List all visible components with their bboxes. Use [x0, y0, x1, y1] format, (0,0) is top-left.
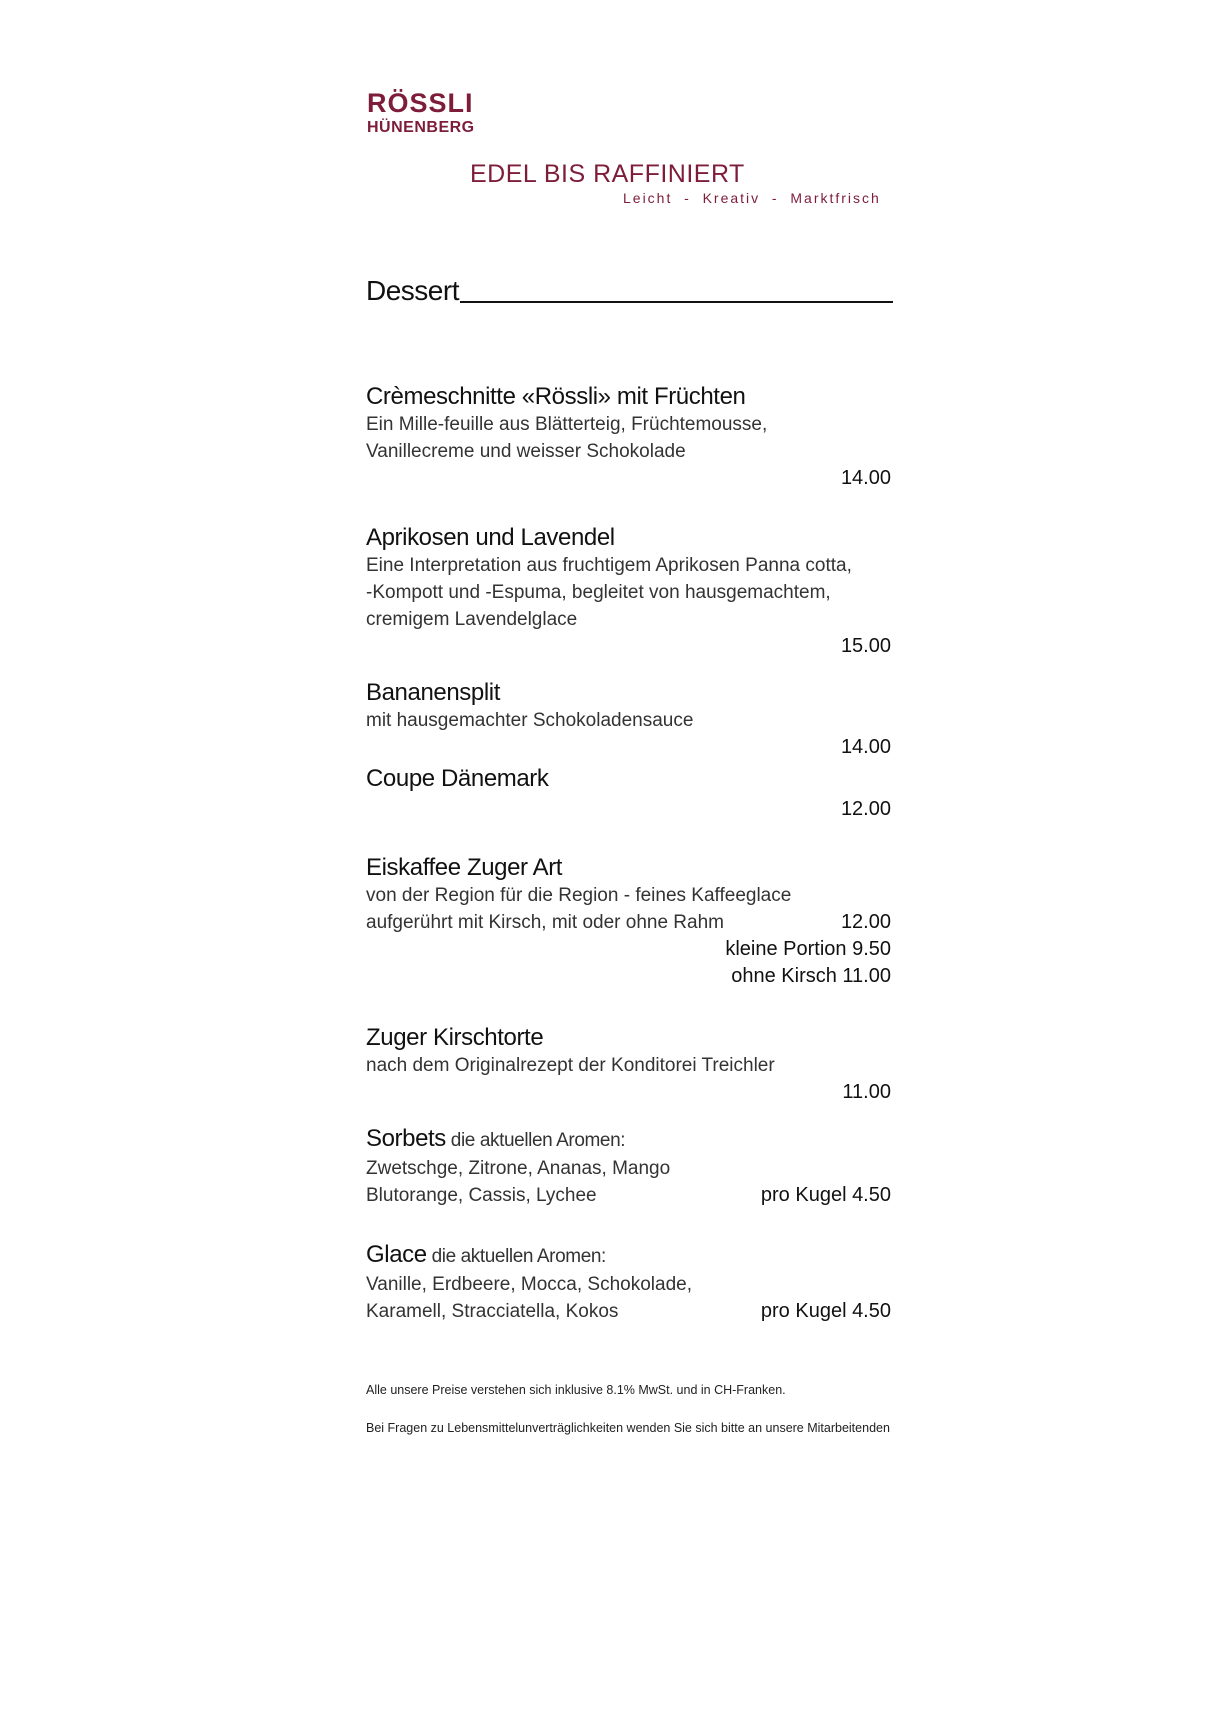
menu-item [366, 678, 891, 761]
footer-allergy-note: Bei Fragen zu Lebensmittelunverträglichkeiten wenden Sie sich bitte an unsere Mitarbeitenden [366, 1421, 890, 1435]
menu-item [366, 764, 891, 823]
item-name: Eiskaffee Zuger Art [366, 854, 563, 881]
item-row [366, 909, 891, 936]
item-name-row [366, 1124, 891, 1155]
item-desc: -Kompott und -Espuma, begleitet von hausgemachtem, [366, 582, 831, 603]
item-price: 14.00 [840, 736, 891, 758]
logo-name: RÖSSLI [367, 88, 474, 118]
menu-list [366, 382, 891, 1325]
item-row [366, 1298, 891, 1325]
item-price: pro Kugel 4.50 [760, 1184, 891, 1206]
item-desc: Karamell, Stracciatella, Kokos [366, 1301, 619, 1322]
item-name: Bananensplit [366, 679, 500, 706]
item-name-row [366, 1240, 891, 1271]
item-name: Aprikosen und Lavendel [366, 524, 615, 551]
menu-item [366, 1240, 891, 1325]
menu-item [366, 1023, 891, 1106]
item-desc: mit hausgemachter Schokoladensauce [366, 710, 694, 731]
logo-location: HÜNENBERG [367, 119, 475, 136]
item-desc: Vanillecreme und weisser Schokolade [366, 441, 686, 462]
item-name: Glace [366, 1241, 427, 1268]
item-price: pro Kugel 4.50 [760, 1300, 891, 1322]
item-price-variant: ohne Kirsch 11.00 [731, 965, 891, 987]
menu-item [366, 1124, 891, 1209]
item-desc: Blutorange, Cassis, Lychee [366, 1185, 597, 1206]
item-desc: Ein Mille-feuille aus Blätterteig, Früchtemousse, [366, 414, 768, 435]
item-name: Zuger Kirschtorte [366, 1024, 544, 1051]
item-price: 15.00 [840, 635, 891, 657]
item-price: 12.00 [840, 911, 891, 933]
item-desc: nach dem Originalrezept der Konditorei Treichler [366, 1055, 775, 1076]
item-desc: Vanille, Erdbeere, Mocca, Schokolade, [366, 1274, 692, 1295]
item-row [366, 1182, 891, 1209]
section-title [366, 275, 893, 307]
item-inline-desc: die aktuellen Aromen: [426, 1246, 606, 1267]
item-name: Crèmeschnitte «Rössli» mit Früchten [366, 383, 746, 410]
item-desc: cremigem Lavendelglace [366, 609, 578, 630]
footer-vat-note: Alle unsere Preise verstehen sich inklusive 8.1% MwSt. und in CH-Franken. [366, 1383, 786, 1397]
item-inline-desc: die aktuellen Aromen: [445, 1130, 626, 1151]
item-desc: aufgerührt mit Kirsch, mit oder ohne Rahm [366, 912, 724, 933]
item-price-variant: kleine Portion 9.50 [725, 938, 891, 960]
tagline: EDEL BIS RAFFINIERT [470, 160, 745, 188]
item-price: 14.00 [840, 467, 891, 489]
item-desc: von der Region für die Region - feines Kaffeeglace [366, 885, 792, 906]
menu-item [366, 853, 891, 990]
item-desc: Eine Interpretation aus fruchtigem Aprikosen Panna cotta, [366, 555, 852, 576]
item-price: 12.00 [840, 798, 891, 820]
item-price: 11.00 [842, 1081, 891, 1103]
item-desc: Zwetschge, Zitrone, Ananas, Mango [366, 1158, 671, 1179]
menu-item [366, 523, 891, 660]
item-name: Sorbets [366, 1125, 446, 1152]
menu-item [366, 382, 891, 492]
section-title-text: Dessert [366, 275, 459, 306]
logo [367, 90, 475, 136]
section-title-rule [460, 301, 893, 303]
item-name: Coupe Dänemark [366, 765, 549, 792]
subtagline: Leicht - Kreativ - Marktfrisch [623, 190, 881, 206]
